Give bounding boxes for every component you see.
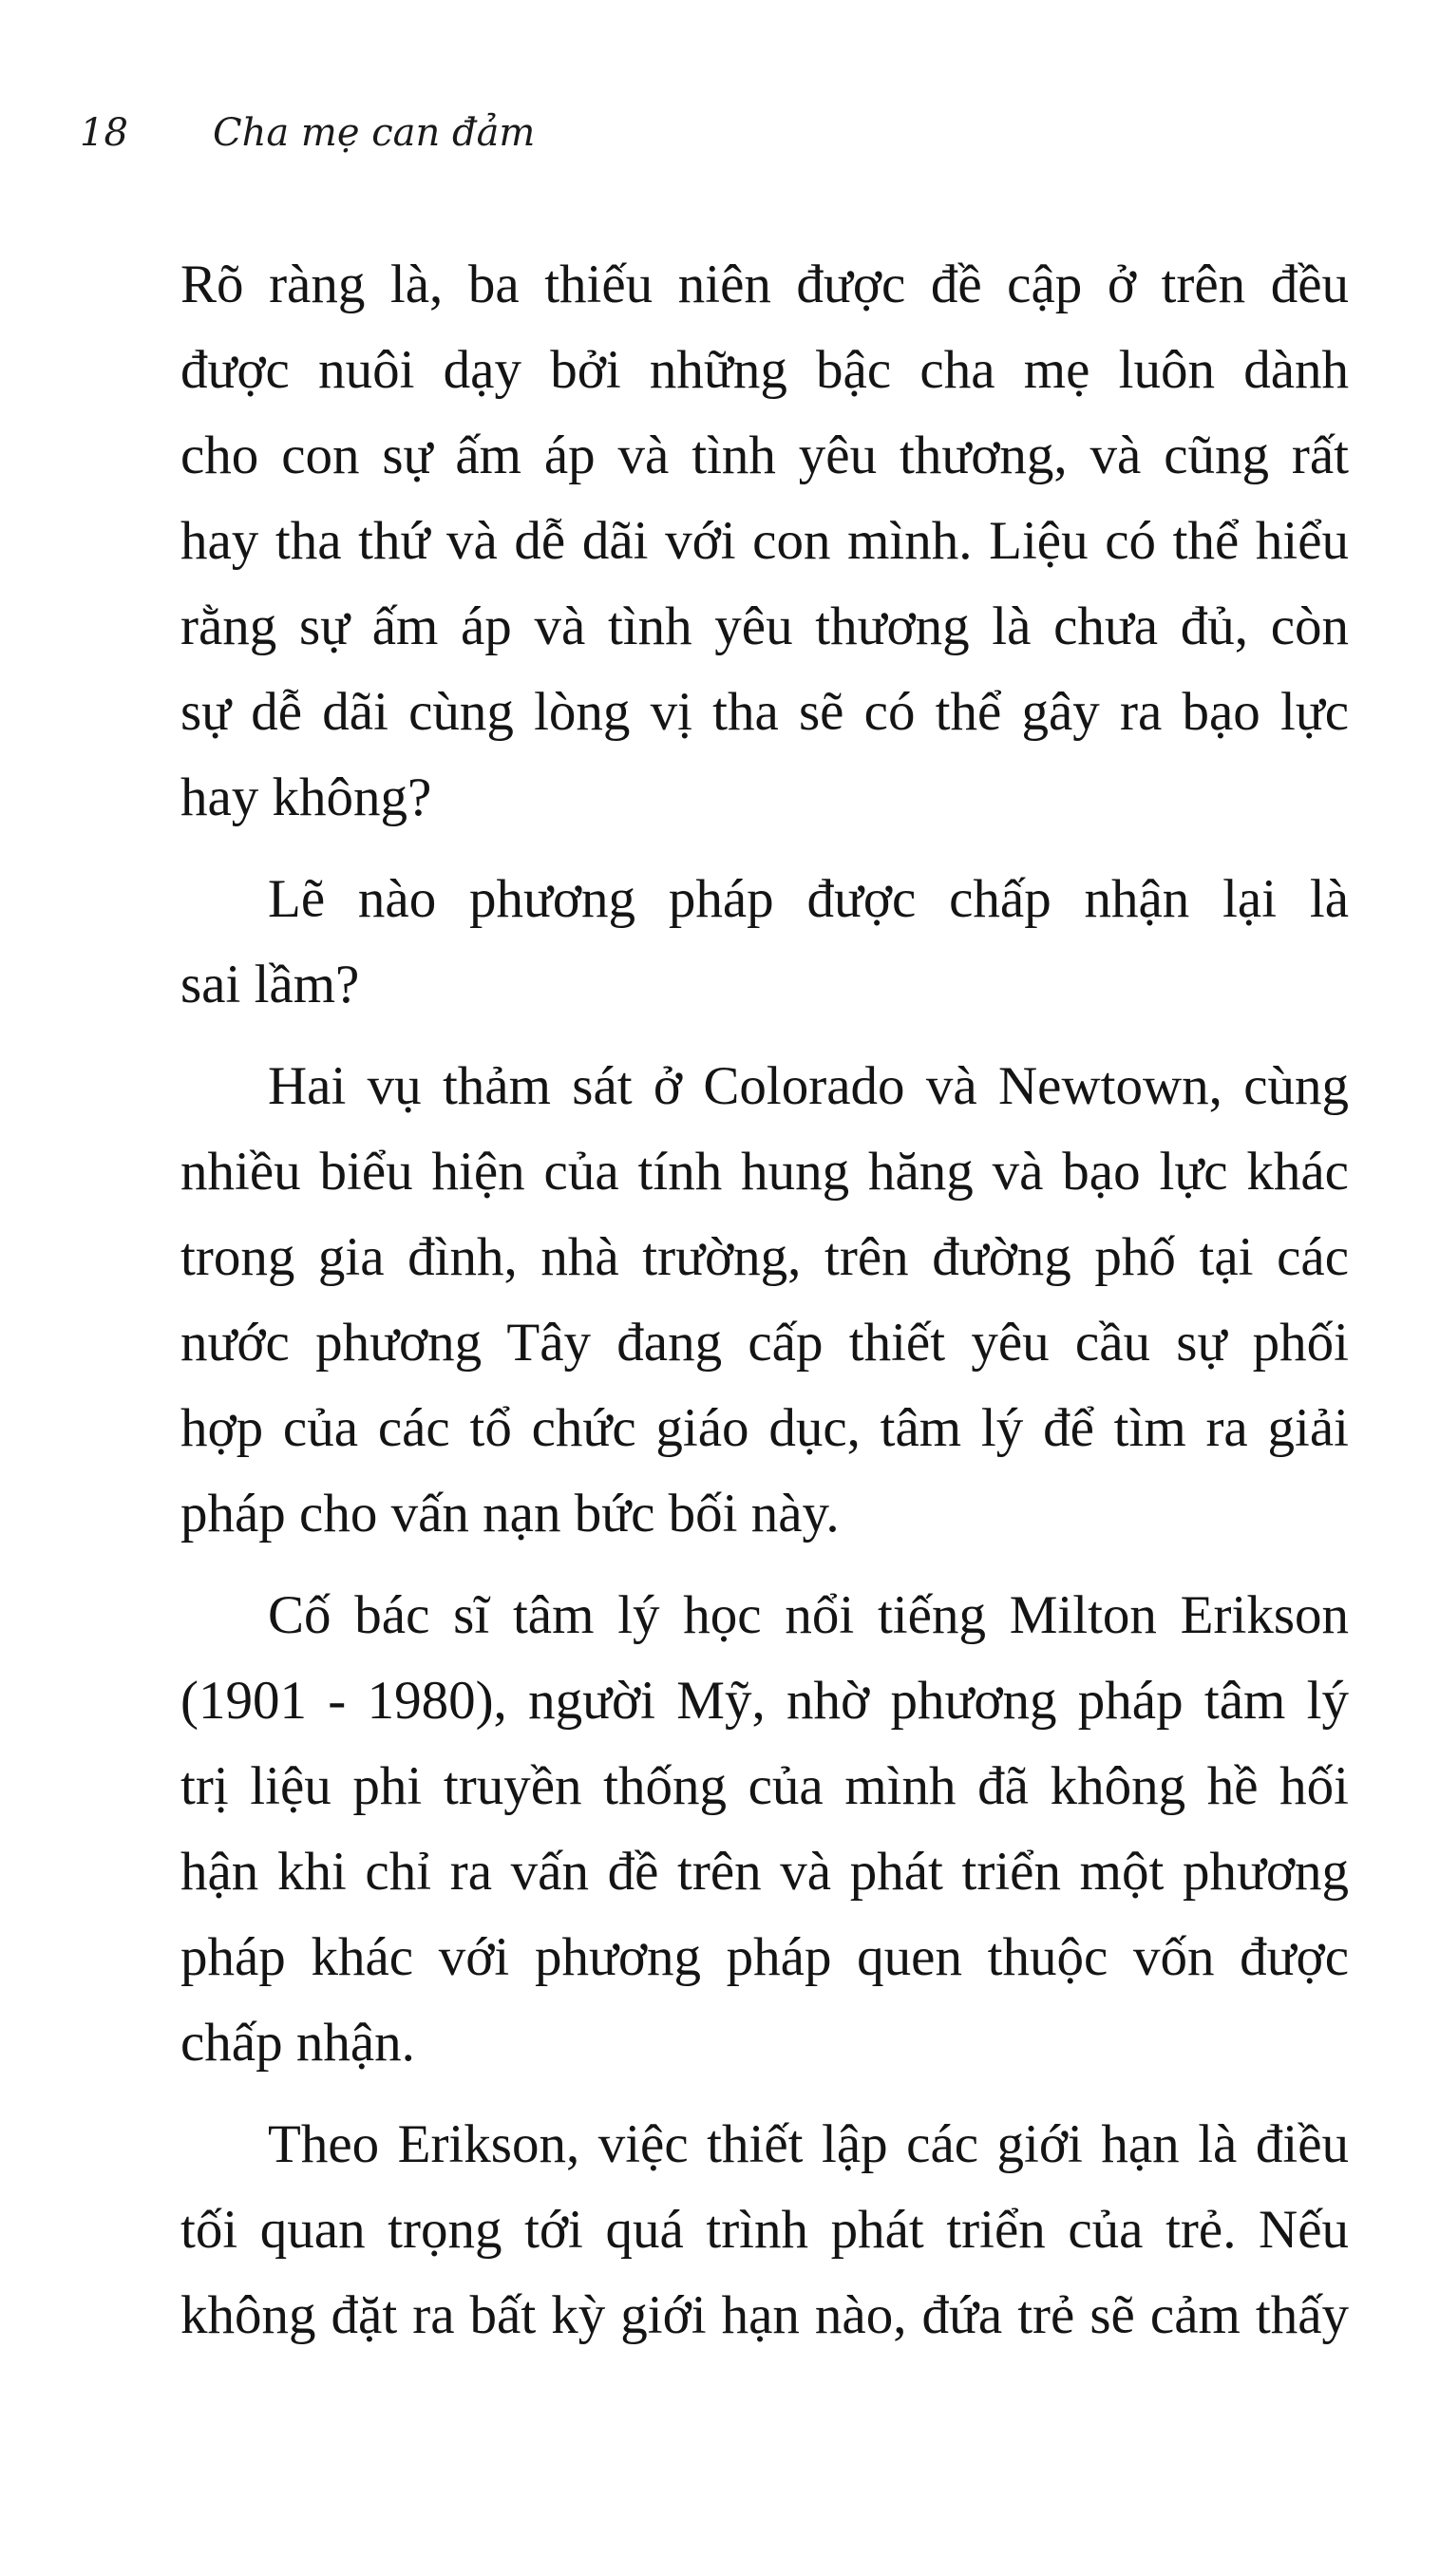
paragraph-1	[180, 242, 1349, 841]
text-line: cho con sự ấm áp và tình yêu thương, và cũng rất	[180, 426, 1349, 485]
text-line: pháp cho vấn nạn bức bối này.	[180, 1484, 840, 1544]
paragraph-4	[180, 1573, 1349, 2086]
text-line: được nuôi dạy bởi những bậc cha mẹ luôn dành	[180, 340, 1349, 400]
text-line: sự dễ dãi cùng lòng vị tha sẽ có thể gây ra bạo lực	[180, 682, 1349, 742]
text-line: tối quan trọng tới quá trình phát triển của trẻ. Nếu	[180, 2200, 1349, 2260]
text-line: Rõ ràng là, ba thiếu niên được đề cập ở trên đều	[180, 255, 1349, 314]
text-line: chấp nhận.	[180, 2013, 415, 2073]
text-line: nhiều biểu hiện của tính hung hăng và bạo lực khác	[180, 1142, 1349, 1202]
text-line: rằng sự ấm áp và tình yêu thương là chưa đủ, còn	[180, 597, 1349, 656]
text-line: (1901 - 1980), người Mỹ, nhờ phương pháp tâm lý	[180, 1671, 1349, 1731]
text-line: Hai vụ thảm sát ở Colorado và Newtown, cùng	[268, 1056, 1349, 1116]
page-number: 18	[80, 111, 128, 155]
text-line: Theo Erikson, việc thiết lập các giới hạn là điều	[268, 2114, 1349, 2174]
text-line: hay không?	[180, 767, 432, 827]
paragraph-2	[180, 857, 1349, 1028]
text-line: Cố bác sĩ tâm lý học nổi tiếng Milton Erikson	[268, 1585, 1349, 1645]
text-line: trong gia đình, nhà trường, trên đường phố tại các	[180, 1227, 1349, 1287]
running-head	[80, 104, 535, 161]
body-text	[180, 242, 1349, 2358]
text-line: hợp của các tổ chức giáo dục, tâm lý để tìm ra giải	[180, 1398, 1349, 1458]
paragraph-3	[180, 1044, 1349, 1557]
text-line: trị liệu phi truyền thống của mình đã không hề hối	[180, 1756, 1349, 1816]
text-line: Lẽ nào phương pháp được chấp nhận lại là	[268, 869, 1349, 929]
text-line: pháp khác với phương pháp quen thuộc vốn được	[180, 1927, 1349, 1987]
text-line: nước phương Tây đang cấp thiết yêu cầu sự phối	[180, 1313, 1349, 1373]
text-line: sai lầm?	[180, 955, 360, 1014]
paragraph-5	[180, 2102, 1349, 2358]
text-line: không đặt ra bất kỳ giới hạn nào, đứa trẻ sẽ cảm thấy	[180, 2285, 1349, 2345]
book-title: Cha mẹ can đảm	[213, 111, 536, 155]
text-line: hay tha thứ và dễ dãi với con mình. Liệu có thể hiểu	[180, 511, 1349, 571]
text-line: hận khi chỉ ra vấn đề trên và phát triển một phương	[180, 1842, 1349, 1902]
